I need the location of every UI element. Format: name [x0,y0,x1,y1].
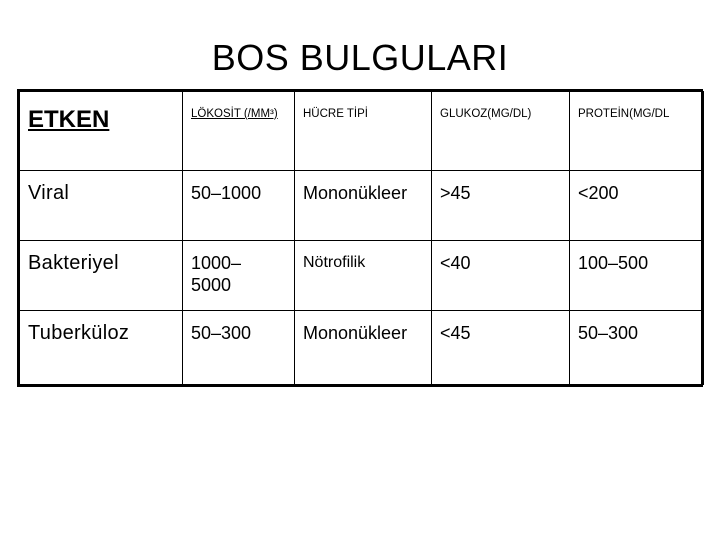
protein-value: 100–500 [578,253,649,273]
table-cell [432,241,570,311]
table-cell [570,241,704,311]
table-cell [570,171,704,241]
header-cell-hucre-tipi [295,92,432,171]
table-row [20,311,704,385]
table-cell [295,241,432,311]
agent-name: Viral [28,182,70,204]
header-protein: PROTEİN(MG/DL [578,108,670,120]
header-etken: ETKEN [28,106,110,133]
header-cell-etken [20,92,183,171]
table-cell [20,171,183,241]
bos-findings-table [17,89,703,387]
slide-title: BOS BULGULARI [211,37,509,78]
hucre-tipi-value: Mononükleer [303,183,408,203]
header-glukoz: GLUKOZ(MG/DL) [440,108,532,120]
table-header-row [20,92,704,171]
hucre-tipi-value: Nötrofilik [303,254,366,271]
table-cell [183,311,295,385]
protein-value: <200 [578,183,619,203]
table-cell [295,171,432,241]
table-cell [295,311,432,385]
table-cell [432,311,570,385]
table-cell [570,311,704,385]
table-cell [20,241,183,311]
header-cell-lokosit [183,92,295,171]
table [19,91,704,385]
table-row [20,241,704,311]
glukoz-value: <45 [440,323,471,343]
glukoz-value: <40 [440,253,471,273]
protein-value: 50–300 [578,323,639,343]
header-hucre-tipi: HÜCRE TİPİ [303,108,368,120]
table-row [20,171,704,241]
agent-name: Bakteriyel [28,252,119,274]
lokosit-value: 1000–5000 [191,253,242,295]
table-cell [20,311,183,385]
table-cell [183,171,295,241]
lokosit-value: 50–300 [191,323,252,343]
agent-name: Tuberküloz [28,322,130,344]
table-cell [183,241,295,311]
lokosit-value: 50–1000 [191,183,262,203]
table-cell [432,171,570,241]
glukoz-value: >45 [440,183,471,203]
header-cell-glukoz [432,92,570,171]
header-lokosit: LÖKOSİT (/MM³) [191,108,278,120]
header-cell-protein [570,92,704,171]
hucre-tipi-value: Mononükleer [303,323,408,343]
